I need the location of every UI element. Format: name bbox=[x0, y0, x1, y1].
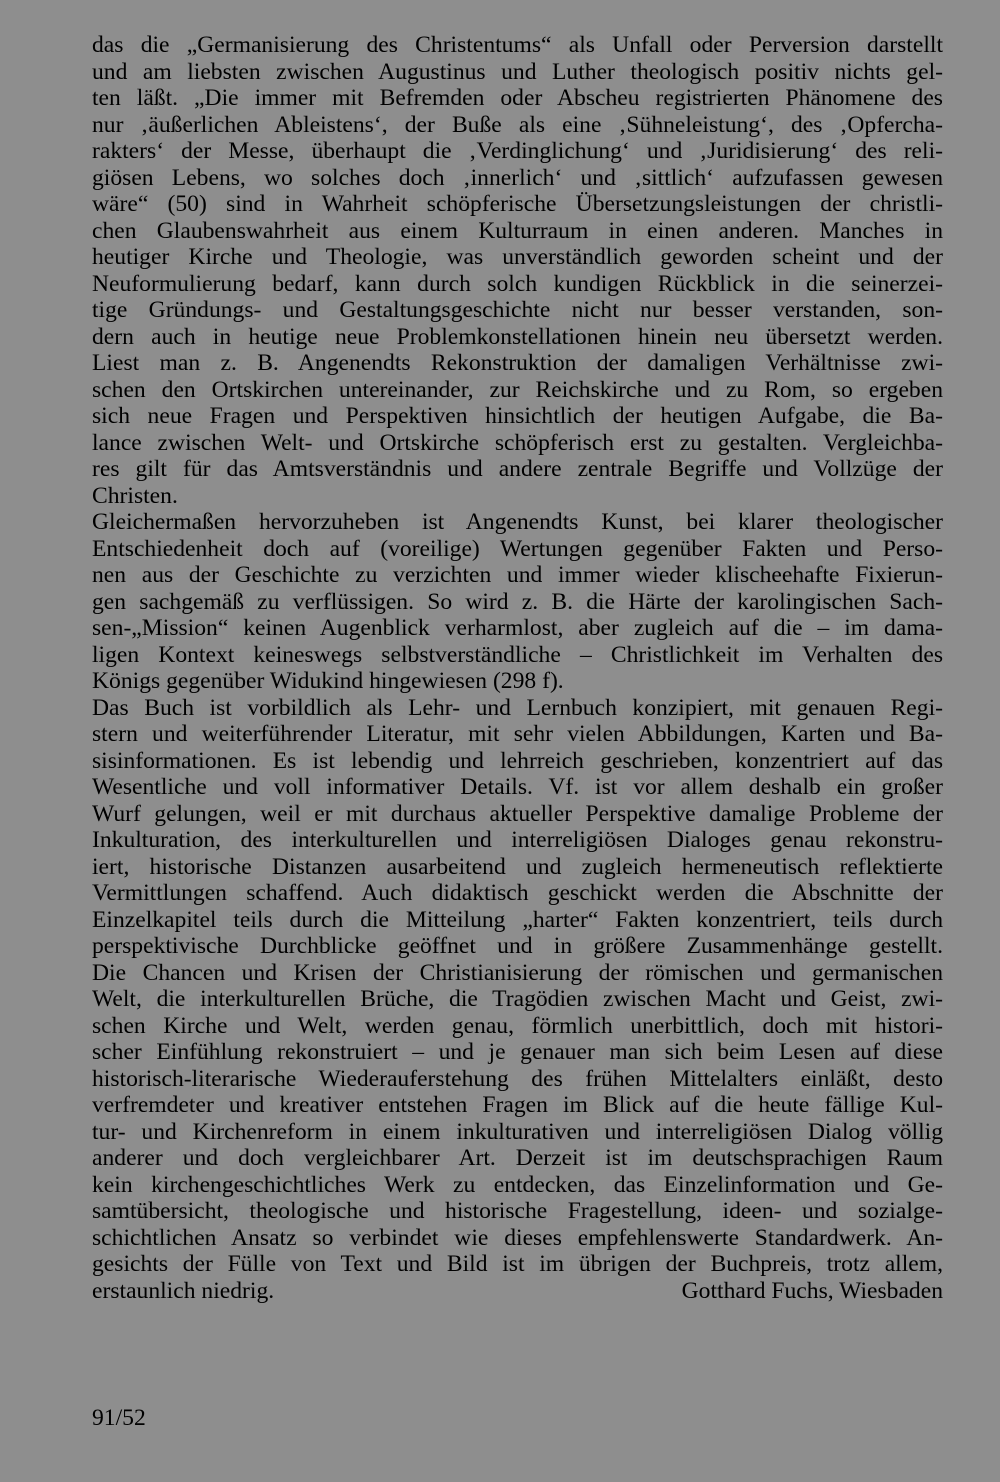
author-signature: Gotthard Fuchs, Wiesbaden bbox=[681, 1277, 943, 1304]
text-line: giösen Lebens, wo solches doch ‚innerlich‘ und ‚sittlich‘ aufzufassen gewesen bbox=[92, 164, 943, 191]
paragraph bbox=[92, 509, 943, 695]
text-line: heutiger Kirche und Theologie, was unverständlich geworden scheint und der bbox=[92, 244, 943, 270]
text-line: tige Gründungs- und Gestaltungsgeschichte nicht nur besser verstanden, son- bbox=[92, 297, 943, 323]
text-line: schichtlichen Ansatz so verbindet wie dieses empfehlenswerte Standardwerk. An- bbox=[92, 1224, 943, 1251]
text-line: nur ‚äußerlichen Ableistens‘, der Buße als eine ‚Sühneleistung‘, des ‚Opfercha- bbox=[92, 111, 943, 138]
text-line: rakters‘ der Messe, überhaupt die ‚Verdinglichung‘ und ‚Juridisierung‘ des reli- bbox=[92, 138, 943, 164]
page-number: 91/52 bbox=[92, 1405, 146, 1431]
text-line: nen aus der Geschichte zu verzichten und immer wieder klischeehafte Fixierun- bbox=[92, 562, 943, 588]
text-line: Liest man z. B. Angenendts Rekonstruktion der damaligen Verhältnisse zwi- bbox=[92, 350, 943, 376]
text-line: schen den Ortskirchen untereinander, zur Reichskirche und zu Rom, so ergeben bbox=[92, 376, 943, 403]
text-line: wäre“ (50) sind in Wahrheit schöpferische Übersetzungsleistungen der christli- bbox=[92, 191, 943, 217]
text-line: Wesentliche und voll informativer Details. Vf. ist vor allem deshalb ein großer bbox=[92, 774, 943, 800]
text-line: chen Glaubenswahrheit aus einem Kulturraum in einen anderen. Manches in bbox=[92, 217, 943, 244]
text-line: erstaunlich niedrig. bbox=[92, 1277, 275, 1304]
text-line: das die „Germanisierung des Christentums“ als Unfall oder Perversion darstellt bbox=[92, 32, 943, 58]
text-line: perspektivische Durchblicke geöffnet und in größere Zusammenhänge gestellt. bbox=[92, 933, 943, 959]
text-line: verfremdeter und kreativer entstehen Fragen im Blick auf die heute fällige Kul- bbox=[92, 1092, 943, 1118]
text-line: gen sachgemäß zu verflüssigen. So wird z. B. die Härte der karolingischen Sach- bbox=[92, 588, 943, 615]
text-line: sisinformationen. Es ist lebendig und lehrreich geschrieben, konzentriert auf das bbox=[92, 747, 943, 774]
text-line: Die Chancen und Krisen der Christianisierung der römischen und germanischen bbox=[92, 959, 943, 986]
paragraph bbox=[92, 695, 943, 1305]
text-line: Christen. bbox=[92, 482, 178, 509]
text-line: sich neue Fragen und Perspektiven hinsichtlich der heutigen Aufgabe, die Ba- bbox=[92, 403, 943, 429]
text-line: anderer und doch vergleichbarer Art. Derzeit ist im deutschsprachigen Raum bbox=[92, 1145, 943, 1171]
closing-line bbox=[92, 1278, 943, 1305]
text-line: lance zwischen Welt- und Ortskirche schöpferisch erst zu gestalten. Vergleichba- bbox=[92, 429, 943, 456]
text-line: ligen Kontext keineswegs selbstverständliche – Christlichkeit im Verhalten des bbox=[92, 641, 943, 668]
text-line: Vermittlungen schaffend. Auch didaktisch geschickt werden die Abschnitte der bbox=[92, 880, 943, 906]
text-line: sen-„Mission“ keinen Augenblick verharmlost, aber zugleich auf die – im dama- bbox=[92, 615, 943, 641]
text-line: Neuformulierung bedarf, kann durch solch kundigen Rückblick in die seinerzei- bbox=[92, 270, 943, 297]
text-line: Gleichermaßen hervorzuheben ist Angenendts Kunst, bei klarer theologischer bbox=[92, 509, 943, 535]
text-line: samtübersicht, theologische und historische Fragestellung, ideen- und sozialge- bbox=[92, 1198, 943, 1224]
text-line: schen Kirche und Welt, werden genau, förmlich unerbittlich, doch mit histori- bbox=[92, 1012, 943, 1039]
text-line: gesichts der Fülle von Text und Bild ist im übrigen der Buchpreis, trotz allem, bbox=[92, 1251, 943, 1277]
text-line: historisch-literarische Wiederauferstehung des frühen Mittelalters einläßt, desto bbox=[92, 1065, 943, 1092]
text-line: Königs gegenüber Widukind hingewiesen (298 f). bbox=[92, 668, 564, 694]
text-line: Einzelkapitel teils durch die Mitteilung „harter“ Fakten konzentriert, teils durch bbox=[92, 906, 943, 933]
text-line: res gilt für das Amtsverständnis und andere zentrale Begriffe und Vollzüge der bbox=[92, 456, 943, 482]
text-line: ten läßt. „Die immer mit Befremden oder Abscheu registrierten Phänomene des bbox=[92, 85, 943, 111]
text-line: dern auch in heutige neue Problemkonstellationen hinein neu übersetzt werden. bbox=[92, 323, 943, 350]
body-text bbox=[92, 32, 943, 1304]
paragraph bbox=[92, 32, 943, 509]
text-line: kein kirchengeschichtliches Werk zu entdecken, das Einzelinformation und Ge- bbox=[92, 1171, 943, 1198]
text-line: Das Buch ist vorbildlich als Lehr- und Lernbuch konzipiert, mit genauen Regi- bbox=[92, 694, 943, 721]
text-line: iert, historische Distanzen ausarbeitend und zugleich hermeneutisch reflektierte bbox=[92, 853, 943, 880]
text-line: stern und weiterführender Literatur, mit sehr vielen Abbildungen, Karten und Ba- bbox=[92, 721, 943, 747]
text-line: scher Einfühlung rekonstruiert – und je genauer man sich beim Lesen auf diese bbox=[92, 1039, 943, 1065]
text-line: und am liebsten zwischen Augustinus und Luther theologisch positiv nichts gel- bbox=[92, 58, 943, 85]
text-line: Welt, die interkulturellen Brüche, die Tragödien zwischen Macht und Geist, zwi- bbox=[92, 986, 943, 1012]
text-line: Entschiedenheit doch auf (voreilige) Wertungen gegenüber Fakten und Perso- bbox=[92, 535, 943, 562]
text-line: tur- und Kirchenreform in einem inkulturativen und interreligiösen Dialog völlig bbox=[92, 1118, 943, 1145]
text-line: Wurf gelungen, weil er mit durchaus aktueller Perspektive damalige Probleme der bbox=[92, 800, 943, 827]
text-line: Inkulturation, des interkulturellen und interreligiösen Dialoges genau rekonstru- bbox=[92, 827, 943, 853]
